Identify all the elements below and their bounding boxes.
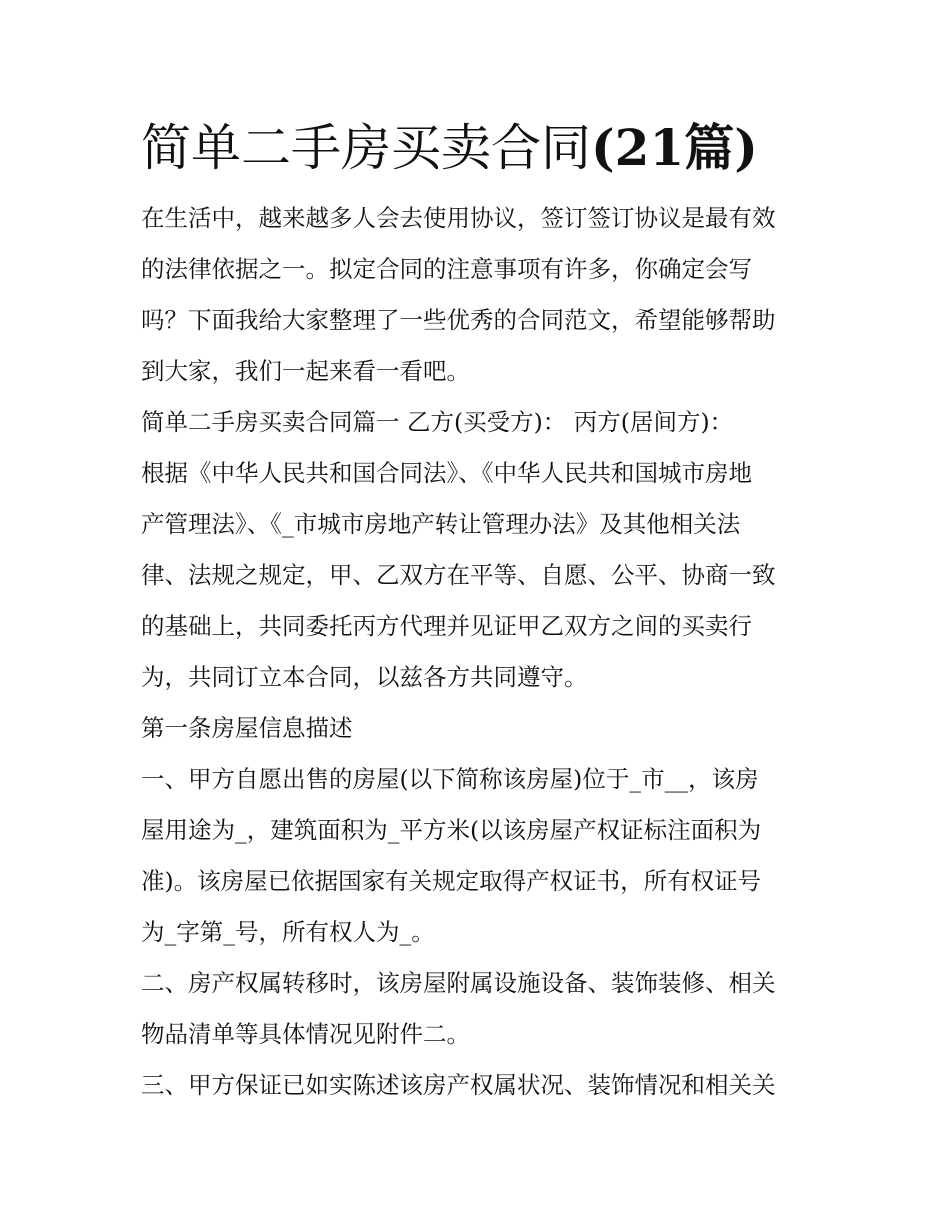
text-line: 的法律依据之一。拟定合同的注意事项有许多，你确定会写: [141, 255, 752, 283]
text-line: 的基础上，共同委托丙方代理并见证甲乙双方之间的买卖行: [141, 612, 752, 640]
title-spacer: [141, 184, 821, 193]
text-line: 到大家，我们一起来看一看吧。: [141, 357, 470, 385]
text-line: 为_字第_号，所有权人为_。: [141, 918, 435, 946]
title-count: (21篇): [591, 118, 758, 177]
text-line: 一、甲方自愿出售的房屋(以下简称该房屋)位于_市__，该房: [141, 765, 759, 793]
text-line: 产管理法》、《_市城市房地产转让管理办法》及其他相关法: [141, 510, 741, 538]
document-body: [141, 112, 821, 1111]
article-heading: 第一条房屋信息描述: [141, 714, 353, 742]
text-line: 为，共同订立本合同，以兹各方共同遵守。: [141, 663, 588, 691]
text-line: 准)。该房屋已依据国家有关规定取得产权证书，所有权证号: [141, 867, 762, 895]
text-line: 二、房产权属转移时，该房屋附属设施设备、装饰装修、相关: [141, 969, 776, 997]
text-line: 吗？下面我给大家整理了一些优秀的合同范文，希望能够帮助: [141, 306, 776, 334]
section-heading-line: 简单二手房买卖合同篇一 乙方(买受方)： 丙方(居间方)：: [141, 408, 734, 436]
document-title: [141, 112, 821, 184]
text-line: 在生活中，越来越多人会去使用协议，签订签订协议是最有效: [141, 204, 776, 232]
text-line: 屋用途为_，建筑面积为_平方米(以该房屋产权证标注面积为: [141, 816, 762, 844]
text-line: 物品清单等具体情况见附件二。: [141, 1020, 470, 1048]
text-line: 三、甲方保证已如实陈述该房产权属状况、装饰情况和相关关: [141, 1071, 776, 1099]
title-main: 简单二手房买卖合同: [141, 119, 591, 177]
text-line: 律、法规之规定，甲、乙双方在平等、自愿、公平、协商一致: [141, 561, 776, 589]
text-line: 根据《中华人民共和国合同法》、《中华人民共和国城市房地: [141, 459, 752, 487]
